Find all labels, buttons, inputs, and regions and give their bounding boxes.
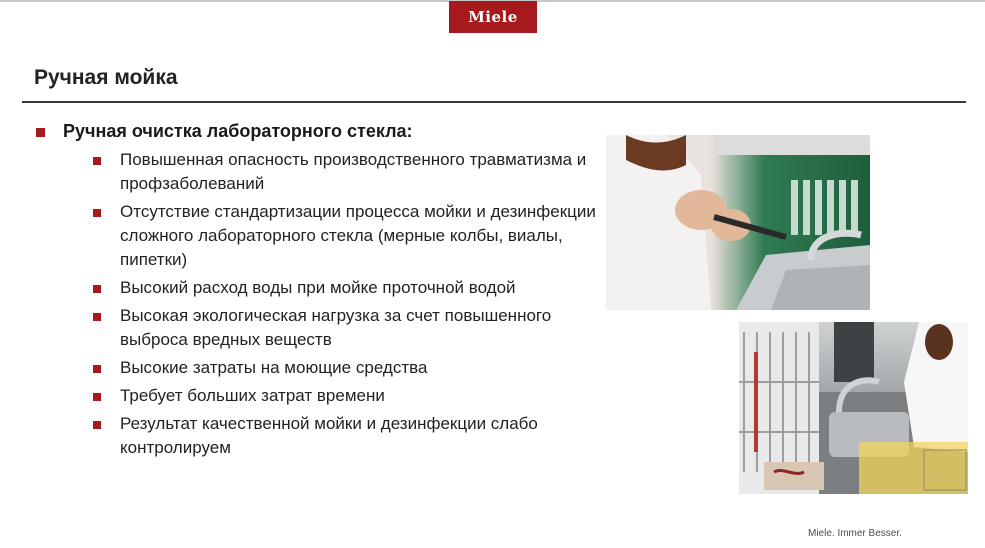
main-bullet-text: Ручная очистка лабораторного стекла: [63, 121, 413, 141]
sub-bullet [36, 412, 606, 460]
sub-bullet-text: Отсутствие стандартизации процесса мойки и дезинфекции сложного лабораторного стекла (мерные колбы, виалы, пипетки) [120, 202, 596, 269]
sub-bullet-text: Повышенная опасность производственного травматизма и профзаболеваний [120, 150, 587, 193]
bullet-square-icon [93, 313, 101, 321]
slide-title: Ручная мойка [34, 66, 178, 89]
miele-logo: Miele [449, 1, 537, 33]
sub-bullet-text: Высокие затраты на моющие средства [120, 358, 428, 377]
sub-bullet [36, 384, 606, 408]
sub-bullet-text: Результат качественной мойки и дезинфекции слабо контролируем [120, 414, 538, 457]
bullet-square-icon [93, 157, 101, 165]
sub-bullet-text: Высокий расход воды при мойке проточной водой [120, 278, 516, 297]
main-bullet [36, 120, 606, 142]
bullet-square-icon [93, 393, 101, 401]
sub-bullet [36, 200, 606, 272]
sub-bullet-text: Высокая экологическая нагрузка за счет повышенного выброса вредных веществ [120, 306, 552, 349]
sub-bullet [36, 276, 606, 300]
bullet-square-icon [93, 365, 101, 373]
lab-washing-station-photo [739, 322, 968, 494]
sub-bullet-list [36, 148, 606, 460]
footer-tagline: Miele. Immer Besser. [808, 528, 902, 539]
title-divider [22, 101, 966, 103]
sub-bullet [36, 148, 606, 196]
bullet-square-icon [93, 285, 101, 293]
bullet-square-icon [93, 421, 101, 429]
sub-bullet [36, 304, 606, 352]
bullet-square-icon [36, 128, 45, 137]
sub-bullet [36, 356, 606, 380]
bullet-square-icon [93, 209, 101, 217]
sub-bullet-text: Требует больших затрат времени [120, 386, 385, 405]
bullet-list [36, 120, 606, 464]
lab-glass-cleaning-photo [606, 135, 870, 310]
